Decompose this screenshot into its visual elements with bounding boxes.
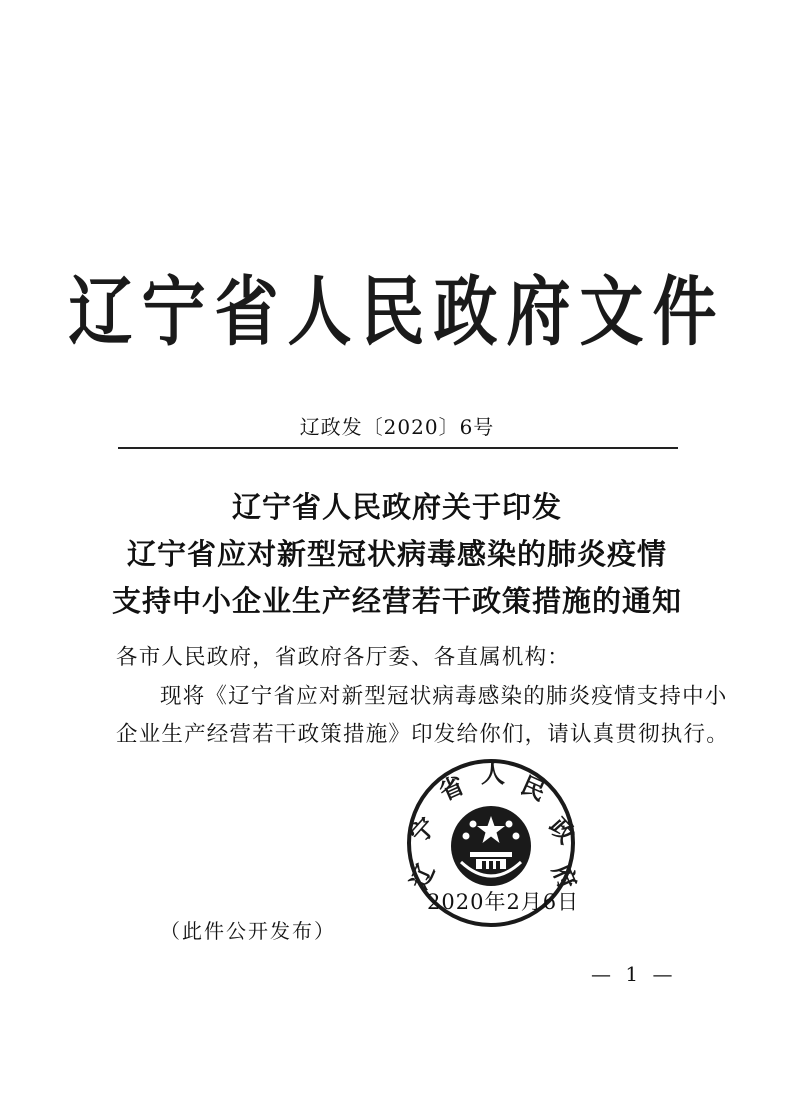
document-header-title: 辽宁省人民政府文件 (68, 269, 726, 358)
svg-text:人: 人 (481, 760, 505, 788)
salutation: 各市人民政府，省政府各厅委、各直属机构： (116, 645, 571, 670)
page-number: — 1 — (591, 962, 677, 986)
svg-text:辽: 辽 (405, 860, 441, 894)
document-number: 辽政发〔2020〕6号 (299, 415, 495, 439)
header-divider (118, 447, 678, 449)
svg-text:宁: 宁 (404, 812, 442, 849)
national-emblem-icon (451, 806, 531, 886)
svg-text:府: 府 (546, 860, 582, 894)
svg-text:政: 政 (543, 812, 581, 849)
notice-title-line-2: 辽宁省应对新型冠状病毒感染的肺炎疫情 (126, 537, 667, 571)
body-paragraph-line-1: 现将《辽宁省应对新型冠状病毒感染的肺炎疫情支持中小 (160, 684, 728, 709)
notice-title-line-3: 支持中小企业生产经营若干政策措施的通知 (111, 584, 682, 618)
svg-text:省: 省 (435, 771, 469, 807)
disclosure-note: （此件公开发布） (160, 919, 336, 943)
body-paragraph-line-2: 企业生产经营若干政策措施》印发给你们，请认真贯彻执行。 (116, 722, 729, 747)
notice-title-line-1: 辽宁省人民政府关于印发 (231, 490, 562, 524)
svg-text:民: 民 (516, 771, 550, 807)
issue-date: 2020年2月6日 (427, 890, 580, 914)
